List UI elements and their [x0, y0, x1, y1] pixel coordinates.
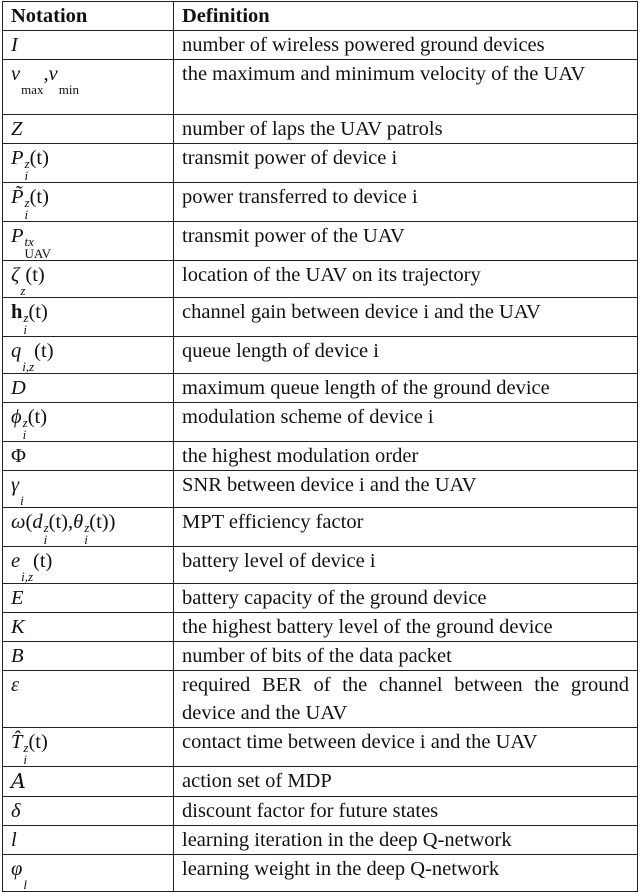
- notation-scripts: [23, 869, 27, 891]
- definition-cell: the highest battery level of the ground device: [174, 613, 638, 642]
- notation-term: [11, 31, 18, 59]
- table-row: [3, 60, 638, 115]
- notation-cell: [3, 797, 174, 826]
- table-row: [3, 728, 638, 767]
- notation-term: [11, 613, 25, 641]
- notation-superscript: z: [84, 520, 90, 535]
- notation-term: [11, 855, 27, 891]
- notation-subscript: i: [23, 752, 28, 767]
- notation-cell: [3, 471, 174, 508]
- notation-cell: [3, 547, 174, 584]
- notation-symbol: ε: [11, 674, 20, 696]
- table-row: [3, 442, 638, 471]
- notation-scripts: [25, 236, 52, 260]
- notation-subscript: min: [58, 82, 79, 97]
- notation-scripts: [21, 561, 33, 583]
- notation-superscript-empty: [23, 869, 27, 879]
- definition-cell: action set of MDP: [174, 767, 638, 797]
- table-header-row: [3, 2, 638, 31]
- notation-cell: [3, 671, 174, 728]
- notation-subscript: i: [23, 322, 28, 337]
- notation-cell: [3, 826, 174, 855]
- notation-term: [11, 144, 49, 182]
- notation-term: [11, 442, 26, 470]
- notation-symbol: ϕ: [11, 406, 22, 428]
- notation-term: [11, 374, 26, 402]
- notation-symbol: P: [11, 225, 24, 247]
- notation-term: [11, 183, 49, 221]
- notation-cell: [3, 855, 174, 892]
- notation-subscript: l: [23, 877, 27, 892]
- notation-superscript: z: [43, 520, 49, 535]
- notation-symbol: A: [11, 769, 26, 793]
- definition-cell: the maximum and minimum velocity of the UAV: [174, 60, 638, 115]
- notation-cell: [3, 115, 174, 144]
- notation-subscript: z: [20, 283, 26, 298]
- table-row: [3, 797, 638, 826]
- notation-subscript: i: [24, 168, 29, 183]
- table-row: [3, 298, 638, 337]
- notation-term: [11, 261, 45, 297]
- definition-cell: channel gain between device i and the UAV: [174, 298, 638, 337]
- notation-tail: (t): [28, 731, 48, 753]
- notation-term: [11, 826, 17, 854]
- notation-term: [11, 797, 21, 825]
- table-row: [3, 261, 638, 298]
- notation-scripts: [22, 351, 34, 373]
- notation-symbol: ω: [11, 511, 26, 533]
- notation-subscript: i,z: [22, 359, 35, 374]
- notation-term: [11, 508, 32, 536]
- definition-cell: battery level of device i: [174, 547, 638, 584]
- notation-cell: [3, 613, 174, 642]
- notation-cell: [3, 508, 174, 547]
- table-row: [3, 508, 638, 547]
- definition-cell: battery capacity of the ground device: [174, 584, 638, 613]
- notation-cell: [3, 642, 174, 671]
- notation-term: [11, 337, 54, 373]
- notation-tail: (t): [27, 406, 48, 428]
- definition-cell: discount factor for future states: [174, 797, 638, 826]
- notation-subscript: i: [24, 207, 29, 222]
- table-row: [3, 547, 638, 584]
- notation-symbol: e: [11, 550, 21, 572]
- notation-symbol: h: [11, 301, 23, 323]
- table-row: [3, 31, 638, 60]
- notation-symbol: Φ: [11, 445, 26, 467]
- notation-symbol: E: [11, 587, 24, 609]
- notation-superscript: tx: [24, 234, 34, 249]
- notation-term: [32, 508, 73, 546]
- notation-symbol: Z: [11, 118, 23, 140]
- notation-subscript: max: [21, 82, 44, 97]
- notation-cell: [3, 298, 174, 337]
- definition-cell: SNR between device i and the UAV: [174, 471, 638, 508]
- notation-superscript: z: [24, 195, 30, 210]
- notation-cell: [3, 584, 174, 613]
- definition-cell: learning iteration in the deep Q-network: [174, 826, 638, 855]
- definition-cell: power transferred to device i: [174, 183, 638, 222]
- notation-term: [11, 60, 49, 96]
- table-row: [3, 144, 638, 183]
- notation-term: [73, 508, 115, 546]
- definition-cell: number of laps the UAV patrols: [174, 115, 638, 144]
- notation-subscript: UAV: [24, 246, 52, 261]
- table-row: [3, 403, 638, 442]
- notation-symbol: K: [11, 616, 25, 638]
- notation-term: [11, 471, 24, 507]
- notation-subscript: i: [20, 493, 24, 508]
- notation-symbol: l: [11, 829, 17, 851]
- notation-subscript: i: [84, 532, 88, 547]
- definition-cell: modulation scheme of device i: [174, 403, 638, 442]
- table-row: [3, 613, 638, 642]
- definition-cell: required BER of the channel between the ground device and the UAV: [174, 671, 638, 728]
- notation-tail: (t): [29, 147, 49, 169]
- notation-cell: [3, 403, 174, 442]
- definition-cell: learning weight in the deep Q-network: [174, 855, 638, 892]
- table-row: [3, 584, 638, 613]
- notation-superscript: z: [23, 740, 29, 755]
- notation-symbol: B: [11, 645, 24, 667]
- table-row: [3, 767, 638, 797]
- notation-tail: (t): [34, 340, 54, 362]
- notation-scripts: [20, 485, 24, 507]
- notation-symbol: P̃: [11, 186, 24, 208]
- notation-superscript: z: [24, 156, 30, 171]
- table-row: [3, 222, 638, 261]
- definition-cell: number of wireless powered ground devices: [174, 31, 638, 60]
- notation-term: [11, 642, 24, 670]
- notation-tail: (t): [28, 301, 48, 323]
- notation-tail: (t): [29, 186, 49, 208]
- notation-term: [49, 60, 79, 96]
- notation-tail: (t),: [48, 511, 74, 533]
- header-definition: Definition: [174, 2, 638, 31]
- notation-tail: (t)): [89, 511, 116, 533]
- table-row: [3, 642, 638, 671]
- notation-term: [11, 403, 47, 441]
- notation-symbol: v: [11, 63, 21, 85]
- notation-tail: (: [25, 511, 33, 533]
- notation-scripts: [59, 74, 79, 96]
- notation-cell: [3, 767, 174, 797]
- notation-symbol: d: [32, 511, 43, 533]
- notation-symbol: δ: [11, 800, 21, 822]
- definition-cell: contact time between device i and the UAV: [174, 728, 638, 767]
- notation-tail: (t): [33, 550, 53, 572]
- header-notation: Notation: [3, 2, 174, 31]
- notation-subscript: i: [43, 532, 48, 547]
- definition-cell: maximum queue length of the ground device: [174, 374, 638, 403]
- notation-cell: [3, 337, 174, 374]
- notation-symbol: θ: [73, 511, 84, 533]
- notation-cell: [3, 222, 174, 261]
- notation-cell: [3, 261, 174, 298]
- notation-tail: ,: [43, 63, 49, 85]
- notation-symbol: q: [11, 340, 22, 362]
- notation-symbol: T̂: [11, 731, 23, 753]
- table-row: [3, 115, 638, 144]
- notation-subscript: i,z: [21, 569, 34, 584]
- notation-term: [11, 115, 22, 143]
- notation-term: [11, 547, 52, 583]
- definition-cell: MPT efficiency factor: [174, 508, 638, 547]
- table-row: [3, 337, 638, 374]
- notation-term: [11, 728, 48, 766]
- definition-cell: the highest modulation order: [174, 442, 638, 471]
- notation-cell: [3, 442, 174, 471]
- notation-term: [11, 298, 48, 336]
- notation-symbol: ζ: [11, 264, 20, 286]
- notation-term: [11, 584, 24, 612]
- notation-superscript: z: [23, 310, 29, 325]
- notation-superscript: z: [22, 415, 28, 430]
- notation-symbol: P: [11, 147, 24, 169]
- definition-cell: transmit power of the UAV: [174, 222, 638, 261]
- table-row: [3, 671, 638, 728]
- table-row: [3, 855, 638, 892]
- notation-table: [2, 1, 638, 892]
- definition-cell: number of bits of the data packet: [174, 642, 638, 671]
- notation-cell: [3, 60, 174, 115]
- definition-cell: transmit power of device i: [174, 144, 638, 183]
- notation-cell: [3, 728, 174, 767]
- definition-cell: location of the UAV on its trajectory: [174, 261, 638, 298]
- notation-subscript: i: [22, 427, 27, 442]
- table-body: [3, 31, 638, 892]
- notation-cell: [3, 374, 174, 403]
- table-row: [3, 826, 638, 855]
- notation-symbol: D: [11, 377, 26, 399]
- notation-cell: [3, 31, 174, 60]
- notation-symbol: I: [11, 34, 18, 56]
- notation-tail: (t): [25, 264, 45, 286]
- notation-scripts: [21, 74, 43, 96]
- notation-symbol: v: [48, 63, 58, 85]
- notation-term: [11, 767, 26, 796]
- notation-term: [11, 671, 19, 699]
- table-row: [3, 183, 638, 222]
- table-row: [3, 374, 638, 403]
- notation-symbol: φ: [11, 858, 23, 880]
- notation-symbol: γ: [11, 474, 20, 496]
- notation-term: [11, 222, 51, 260]
- notation-cell: [3, 183, 174, 222]
- definition-cell: queue length of device i: [174, 337, 638, 374]
- table-row: [3, 471, 638, 508]
- notation-cell: [3, 144, 174, 183]
